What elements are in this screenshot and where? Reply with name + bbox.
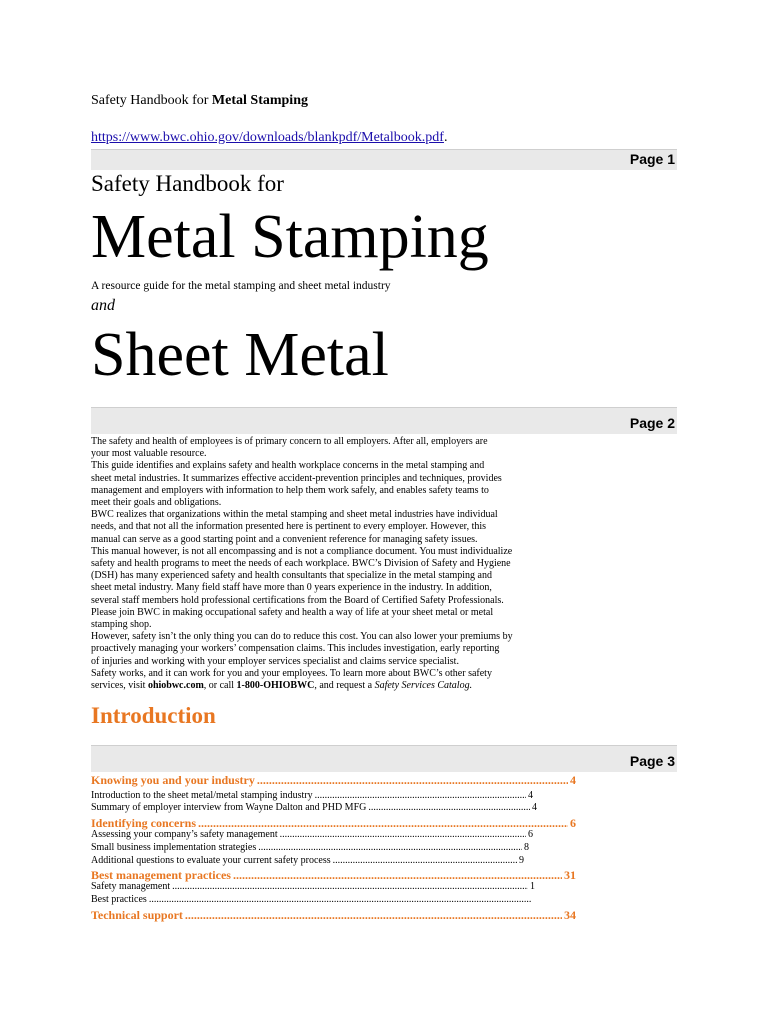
toc-dots [185, 908, 562, 923]
page-3-bar [91, 745, 677, 772]
toc-heading-page: 34 [564, 908, 576, 922]
toc-item[interactable] [91, 881, 535, 892]
cover-and: and [91, 297, 115, 314]
body-line: Safety works, and it can work for you and your employees. To learn more about BWC’s other safety [91, 667, 492, 679]
toc-item-page: 6 [528, 829, 533, 840]
page-2-bar [91, 407, 677, 434]
body-line: However, safety isn’t the only thing you can do to reduce this cost. You can also lower your premiums by [91, 631, 513, 643]
toc-item-page: 4 [528, 790, 533, 801]
toc-item[interactable] [91, 829, 533, 840]
toc-item[interactable] [91, 790, 533, 801]
table-of-contents [91, 773, 576, 933]
toc-item-label: Assessing your company’s safety management [91, 829, 278, 840]
toc-item-label: Summary of employer interview from Wayne Dalton and PHD MFG [91, 802, 367, 813]
toc-dots [368, 802, 530, 813]
toc-heading-label: Technical support [91, 908, 183, 922]
toc-dots [257, 773, 568, 788]
source-url-suffix: . [443, 130, 448, 145]
toc-item-label: Safety management [91, 881, 171, 892]
page-1-label: Page 1 [629, 151, 675, 167]
toc-dots [149, 894, 531, 905]
body-line: stamping shop. [91, 619, 152, 631]
body-line: (DSH) has many experienced safety and health consultants that specialize in the metal stamping and [91, 570, 492, 582]
toc-item-label: Best practices [91, 894, 147, 905]
toc-dots [315, 790, 526, 801]
source-url-link[interactable]: https://www.bwc.ohio.gov/downloads/blankpdf/Metalbook.pdf [91, 130, 444, 145]
cover-small-title: Safety Handbook for [91, 171, 284, 196]
source-url-line [91, 130, 447, 146]
cover-subtitle: A resource guide for the metal stamping and sheet metal industry [91, 280, 391, 292]
toc-item[interactable] [91, 855, 524, 866]
toc-item-label: Introduction to the sheet metal/metal stamping industry [91, 790, 313, 801]
toc-item[interactable] [91, 894, 533, 905]
toc-heading-page: 31 [564, 868, 576, 882]
toc-heading-label: Identifying concerns [91, 816, 196, 830]
toc-item[interactable] [91, 842, 529, 853]
body-line: of injuries and working with your employer services specialist and claims service specialist. [91, 655, 459, 667]
phone-number: 1-800-OHIOBWC [236, 680, 315, 692]
body-last-b: , or call [203, 680, 237, 692]
toc-item-label: Additional questions to evaluate your current safety process [91, 855, 331, 866]
toc-heading[interactable] [91, 773, 576, 788]
page-2-label: Page 2 [629, 415, 675, 431]
toc-item-page: 9 [519, 855, 524, 866]
body-line: safety and health programs to meet the needs of each workplace. BWC’s Division of Safety and Hygiene [91, 558, 511, 570]
toc-heading-label: Knowing you and your industry [91, 773, 255, 787]
body-line: needs, and that not all the information presented here is pertinent to every employer. However, this [91, 521, 487, 533]
body-line: sheet metal industries. It summarizes effective accident-prevention principles and techniques, provides [91, 472, 502, 484]
body-last-line [91, 680, 551, 692]
toc-dots [280, 829, 526, 840]
document-title [91, 93, 308, 109]
toc-heading[interactable] [91, 908, 576, 923]
document-title-bold: Metal Stamping [211, 93, 308, 108]
body-line: manual can serve as a good starting point and a convenient reference for managing safety issues. [91, 533, 478, 545]
body-line: management and employers with information to help them work safely, and enables safety teams to [91, 484, 489, 496]
body-line: your most valuable resource. [91, 448, 207, 460]
body-last-a: services, visit [91, 680, 148, 692]
toc-item[interactable] [91, 802, 537, 813]
body-line: This manual however, is not all encompassing and is not a compliance document. You must individualize [91, 545, 513, 557]
body-last-c: , and request a [314, 680, 375, 692]
cover-big-title: Metal Stamping [91, 203, 489, 271]
body-line: sheet metal industry. Many field staff have more than 0 years experience in the industry. In addition, [91, 582, 492, 594]
page-3-label: Page 3 [629, 753, 675, 769]
toc-dots [333, 855, 517, 866]
body-line: several staff members hold professional certifications from the Board of Certified Safety Professionals. [91, 594, 504, 606]
toc-dots [258, 842, 522, 853]
toc-item-label: Small business implementation strategies [91, 842, 257, 853]
toc-heading-page: 4 [570, 773, 576, 787]
toc-heading-page: 6 [570, 816, 576, 830]
introduction-heading: Introduction [91, 703, 216, 728]
body-line: This guide identifies and explains safety and health workplace concerns in the metal stamping and [91, 460, 485, 472]
cover-big-title-2: Sheet Metal [91, 321, 389, 389]
document-title-prefix: Safety Handbook for [91, 93, 212, 108]
toc-heading-label: Best management practices [91, 868, 231, 882]
body-line: proactively managing your workers’ compensation claims. This includes investigation, early reporting [91, 643, 500, 655]
toc-dots [172, 881, 528, 892]
page-1-bar [91, 149, 677, 170]
ohiobwc-link[interactable]: ohiobwc.com [147, 680, 204, 692]
toc-item-page: 1 [530, 881, 535, 892]
body-text [91, 436, 551, 692]
toc-item-page: 4 [532, 802, 537, 813]
body-line: BWC realizes that organizations within the metal stamping and sheet metal industries have individual [91, 509, 498, 521]
body-line: The safety and health of employees is of primary concern to all employers. After all, employers are [91, 436, 488, 447]
toc-item-page: 8 [524, 842, 529, 853]
body-line: Please join BWC in making occupational safety and health a way of life at your sheet metal or metal [91, 606, 494, 618]
body-line: meet their goals and obligations. [91, 497, 222, 509]
catalog-name: Safety Services Catalog. [374, 680, 473, 692]
